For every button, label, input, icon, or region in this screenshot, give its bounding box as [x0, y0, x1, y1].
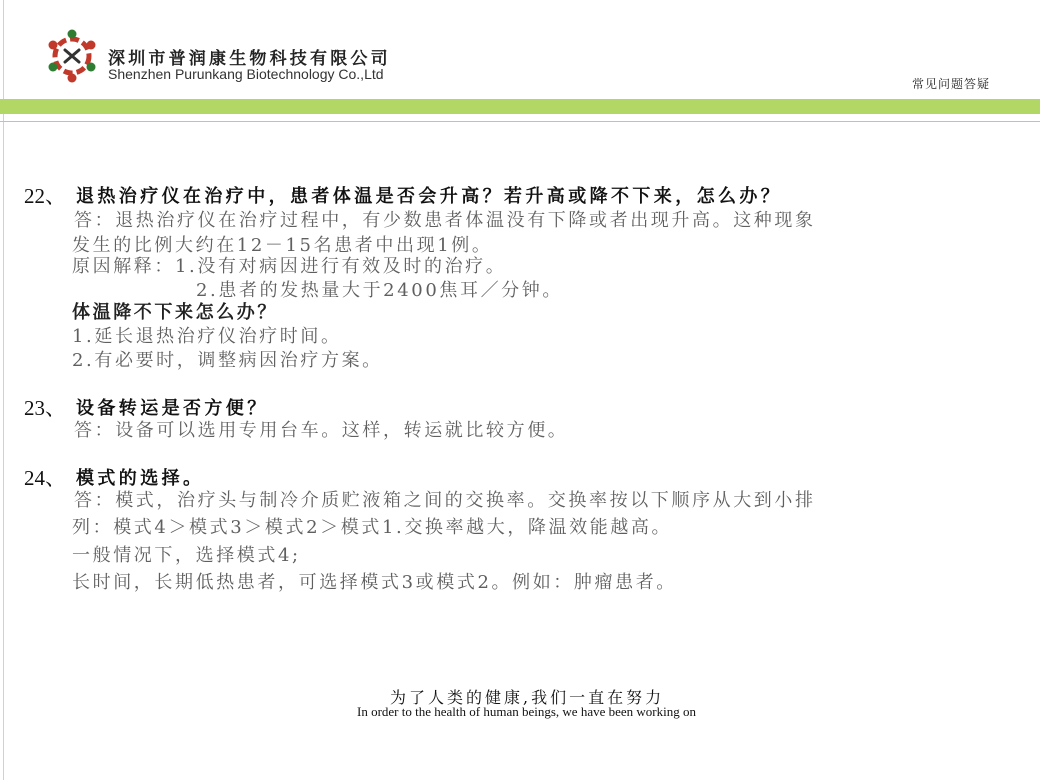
question-22-subheading: 体温降不下来怎么办？	[72, 302, 278, 323]
question-22-number: 22、	[24, 184, 66, 208]
question-22-reason-line1: 原因解释：1.没有对病因进行有效及时的治疗。	[72, 256, 507, 277]
question-23-number: 23、	[24, 396, 66, 420]
question-24-line4: 长时间，长期低热患者，可选择模式3或模式2。例如：肿瘤患者。	[72, 572, 677, 593]
question-24-answer-line1: 答：模式，治疗头与制冷介质贮液箱之间的交换率。交换率按以下顺序从大到小排	[74, 490, 816, 511]
question-24-answer-line2: 列：模式4＞模式3＞模式2＞模式1.交换率越大，降温效能越高。	[72, 517, 673, 538]
company-name-english: Shenzhen Purunkang Biotechnology Co.,Ltd	[108, 66, 384, 82]
question-22-text: 退热治疗仪在治疗中，患者体温是否会升高？若升高或降不下来，怎么办？	[76, 186, 783, 207]
left-border-line	[3, 0, 4, 780]
footer-slogan-english: In order to the health of human beings, we have been working on	[357, 704, 696, 719]
question-24-number: 24、	[24, 466, 66, 490]
question-22-step2: 2.有必要时，调整病因治疗方案。	[72, 350, 383, 371]
question-22-answer-line2: 发生的比例大约在12－15名患者中出现1例。	[72, 235, 493, 256]
question-23-text: 设备转运是否方便？	[76, 398, 269, 419]
question-22-step1: 1.延长退热治疗仪治疗时间。	[72, 326, 342, 347]
question-23-answer: 答：设备可以选用专用台车。这样，转运就比较方便。	[74, 420, 569, 441]
company-name-chinese: 深圳市普润康生物科技有限公司	[108, 49, 391, 69]
section-label: 常见问题答疑	[911, 77, 990, 91]
question-22-answer-line1: 答：退热治疗仪在治疗过程中，有少数患者体温没有下降或者出现升高。这种现象	[74, 210, 816, 231]
question-24-line3: 一般情况下，选择模式4;	[72, 545, 301, 566]
header-accent-line	[0, 121, 1040, 122]
company-logo-icon	[44, 28, 100, 84]
header-accent-bar	[0, 99, 1040, 114]
footer-slogan-chinese: 为了人类的健康,我们一直在努力	[390, 688, 665, 707]
question-24-text: 模式的选择。	[76, 468, 205, 489]
question-22-reason-line2: 2.患者的发热量大于2400焦耳／分钟。	[196, 280, 563, 301]
